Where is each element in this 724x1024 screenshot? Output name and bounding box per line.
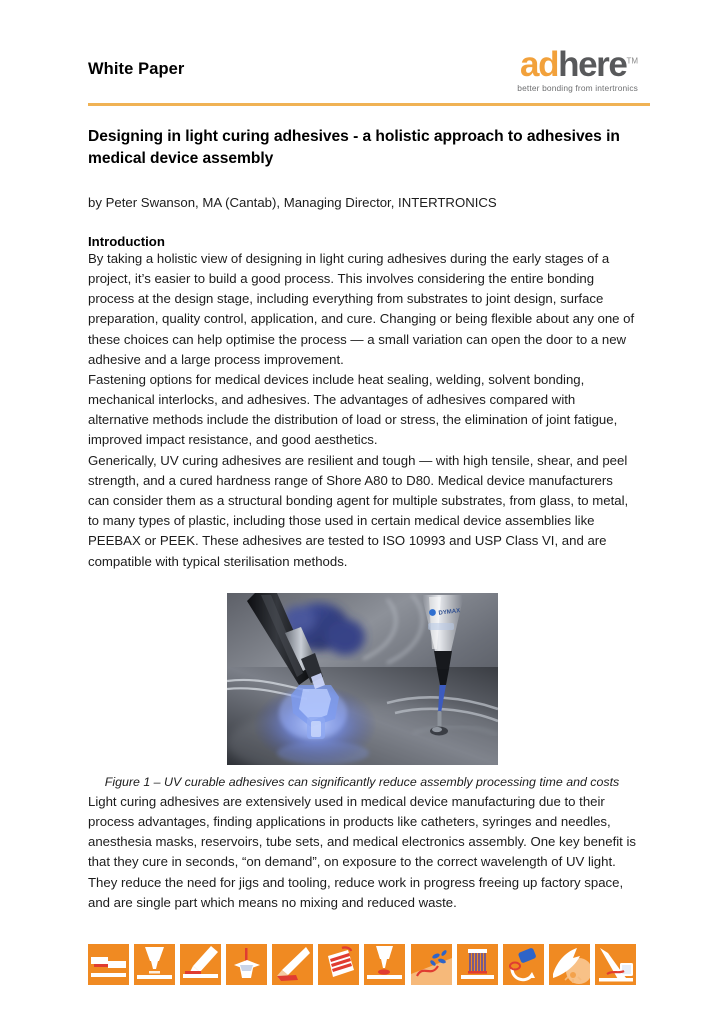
figure-1 — [88, 593, 636, 792]
striped-layers-icon — [318, 944, 359, 985]
body-paragraph: Fastening options for medical devices include heat sealing, welding, solvent bonding, mechanical interlocks, and adhesives. The advantages of adhesives compared with alternative methods include the distribution of load or stress, the elimination of joint fatigue, improved impact resistance, and good aesthetics. — [88, 371, 618, 448]
body-paragraph: Generically, UV curing adhesives are resilient and tough — with high tensile, shear, and peel strength, and a cured hardness range of Shore A80 to D80. Medical device manufacturers can consider them as a structural bonding agent for multiple substrates, from glass, to metal, to many types of plastic, including those used in certain medical device assemblies like PEEBAX or PEEK. These adhesives are tested to ISO 10993 and USP Class VI, and are compatible with typical sterilisation methods. — [88, 452, 629, 569]
svg-text:DYMAX: DYMAX — [437, 607, 461, 617]
uv-lamp-array-icon — [457, 944, 498, 985]
logo-word-ad: ad — [520, 45, 559, 84]
uv-curing-illustration — [227, 593, 498, 765]
header-divider-rule — [88, 103, 650, 106]
logo-word-here: here — [558, 45, 627, 84]
body-paragraph: By taking a holistic view of designing in light curing adhesives during the early stages of a project, it’s easier to build a good process. This involves considering the entire bonding process at the design stage, including everything from substrates to joint design, surface preparation, quality control, application, and cure. Changing or being flexible about any one of these choices can help optimise the process — a small variation can open the door to a new adhesive and a large process improvement. — [88, 250, 635, 367]
page-title: White Paper — [88, 60, 185, 78]
body-paragraph: Light curing adhesives are extensively used in medical device manufacturing due to their process advantages, finding applications in products like catheters, syringes and needles, anesthesia masks, reservoirs, tube sets, and medical electronics assembly. One key benefit is that they cure in seconds, “on demand”, on exposure to the correct wavelength of UV light. They reduce the need for jigs and tooling, reduce work in progress freeing up factory space, and are single part which means no mixing and reduced waste. — [88, 793, 637, 910]
logo-tagline: better bonding from intertronics — [517, 83, 638, 94]
trademark-symbol: TM — [626, 56, 638, 66]
author-byline: by Peter Swanson, MA (Cantab), Managing Director, INTERTRONICS — [88, 195, 497, 211]
dot-dispensing-icon — [364, 944, 405, 985]
section-heading-introduction: Introduction — [88, 233, 165, 249]
brush-coating-icon — [272, 944, 313, 985]
adhere-logo — [517, 45, 638, 94]
uv-curing-photo — [227, 593, 498, 765]
handheld-applicator-icon — [180, 944, 221, 985]
footer-icon-strip — [88, 944, 636, 985]
bonded-lap-joint-icon — [88, 944, 129, 985]
potting-tub-icon — [226, 944, 267, 985]
curing-spot-icon — [549, 944, 590, 985]
mixing-cycle-icon — [503, 944, 544, 985]
logo-wordmark — [517, 45, 638, 84]
page-header — [88, 0, 636, 96]
document-title: Designing in light curing adhesives - a holistic approach to adhesives in medical device assembly — [88, 128, 620, 168]
figure-caption: Figure 1 – UV curable adhesives can significantly reduce assembly processing time and costs — [104, 774, 620, 789]
encapsulation-icon — [595, 944, 636, 985]
bead-path-icon — [411, 944, 452, 985]
dispensing-nozzle-icon — [134, 944, 175, 985]
